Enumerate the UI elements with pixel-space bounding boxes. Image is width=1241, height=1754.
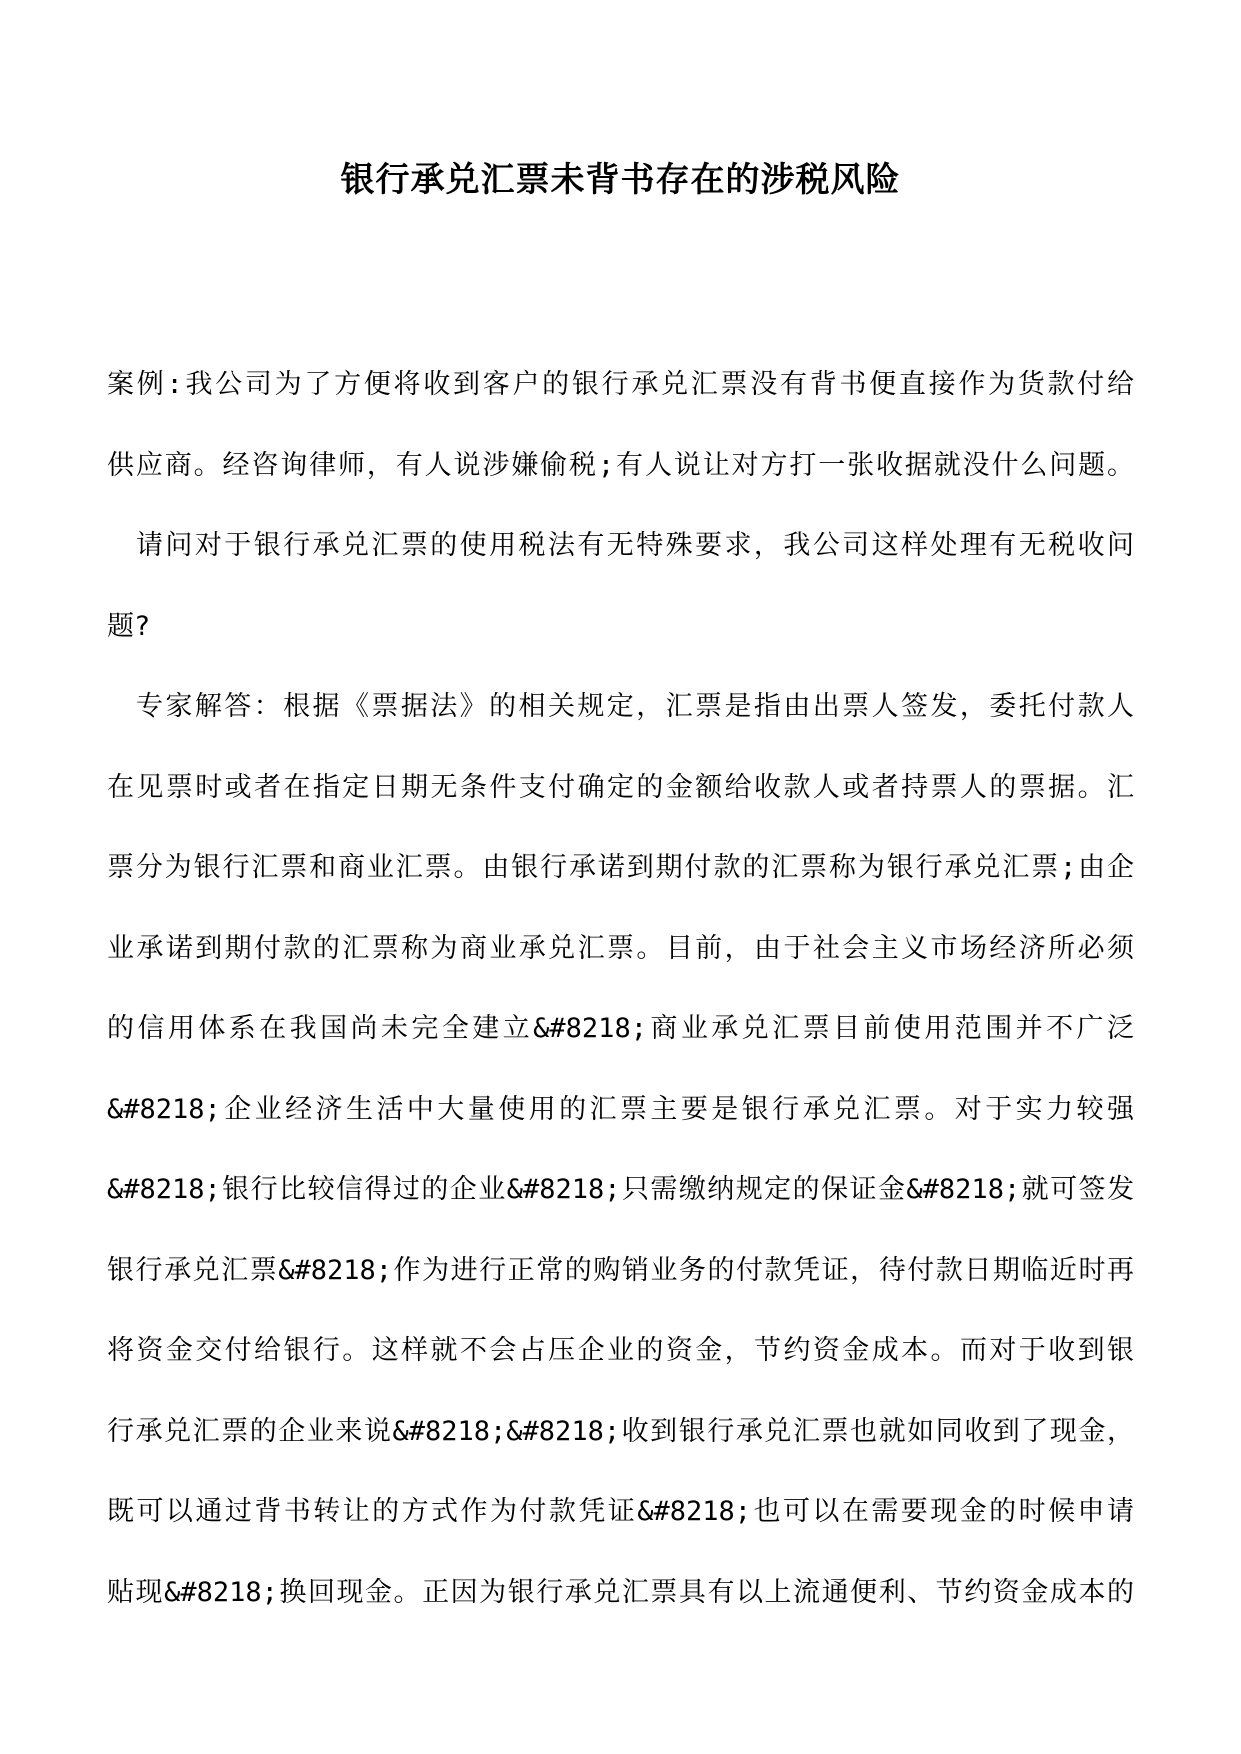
body-line: 行承兑汇票的企业来说&#8218;&#8218;收到银行承兑汇票也就如同收到了现金， [107, 1415, 1134, 1447]
body-line: 业承诺到期付款的汇票称为商业承兑汇票。目前，由于社会主义市场经济所必须 [107, 932, 1134, 964]
body-line: 题? [107, 610, 151, 642]
document-title: 银行承兑汇票未背书存在的涉税风险 [340, 160, 901, 200]
body-line: 供应商。经咨询律师，有人说涉嫌偷税;有人说让对方打一张收据就没什么问题。 [107, 449, 1134, 481]
body-line: &#8218;银行比较信得过的企业&#8218;只需缴纳规定的保证金&#8218;就可签发 [107, 1174, 1134, 1205]
body-line: 银行承兑汇票&#8218;作为进行正常的购销业务的付款凭证，待付款日期临近时再 [107, 1254, 1134, 1286]
body-line: 将资金交付给银行。这样就不会占压企业的资金，节约资金成本。而对于收到银 [107, 1335, 1134, 1366]
body-line: 票分为银行汇票和商业汇票。由银行承诺到期付款的汇票称为银行承兑汇票;由企 [107, 852, 1134, 883]
body-line: 专家解答：根据《票据法》的相关规定，汇票是指由出票人签发，委托付款人 [136, 691, 1134, 722]
body-line: &#8218;企业经济生活中大量使用的汇票主要是银行承兑汇票。对于实力较强 [107, 1093, 1134, 1125]
body-line: 贴现&#8218;换回现金。正因为银行承兑汇票具有以上流通便利、节约资金成本的 [107, 1576, 1134, 1608]
body-line: 既可以通过背书转让的方式作为付款凭证&#8218;也可以在需要现金的时候申请 [107, 1496, 1134, 1527]
body-line: 的信用体系在我国尚未完全建立&#8218;商业承兑汇票目前使用范围并不广泛 [107, 1013, 1134, 1044]
document-body [107, 345, 1134, 1633]
body-line: 在见票时或者在指定日期无条件支付确定的金额给收款人或者持票人的票据。汇 [107, 771, 1134, 803]
body-line: 请问对于银行承兑汇票的使用税法有无特殊要求，我公司这样处理有无税收问 [136, 530, 1134, 561]
body-line: 案例:我公司为了方便将收到客户的银行承兑汇票没有背书便直接作为货款付给 [107, 369, 1134, 400]
